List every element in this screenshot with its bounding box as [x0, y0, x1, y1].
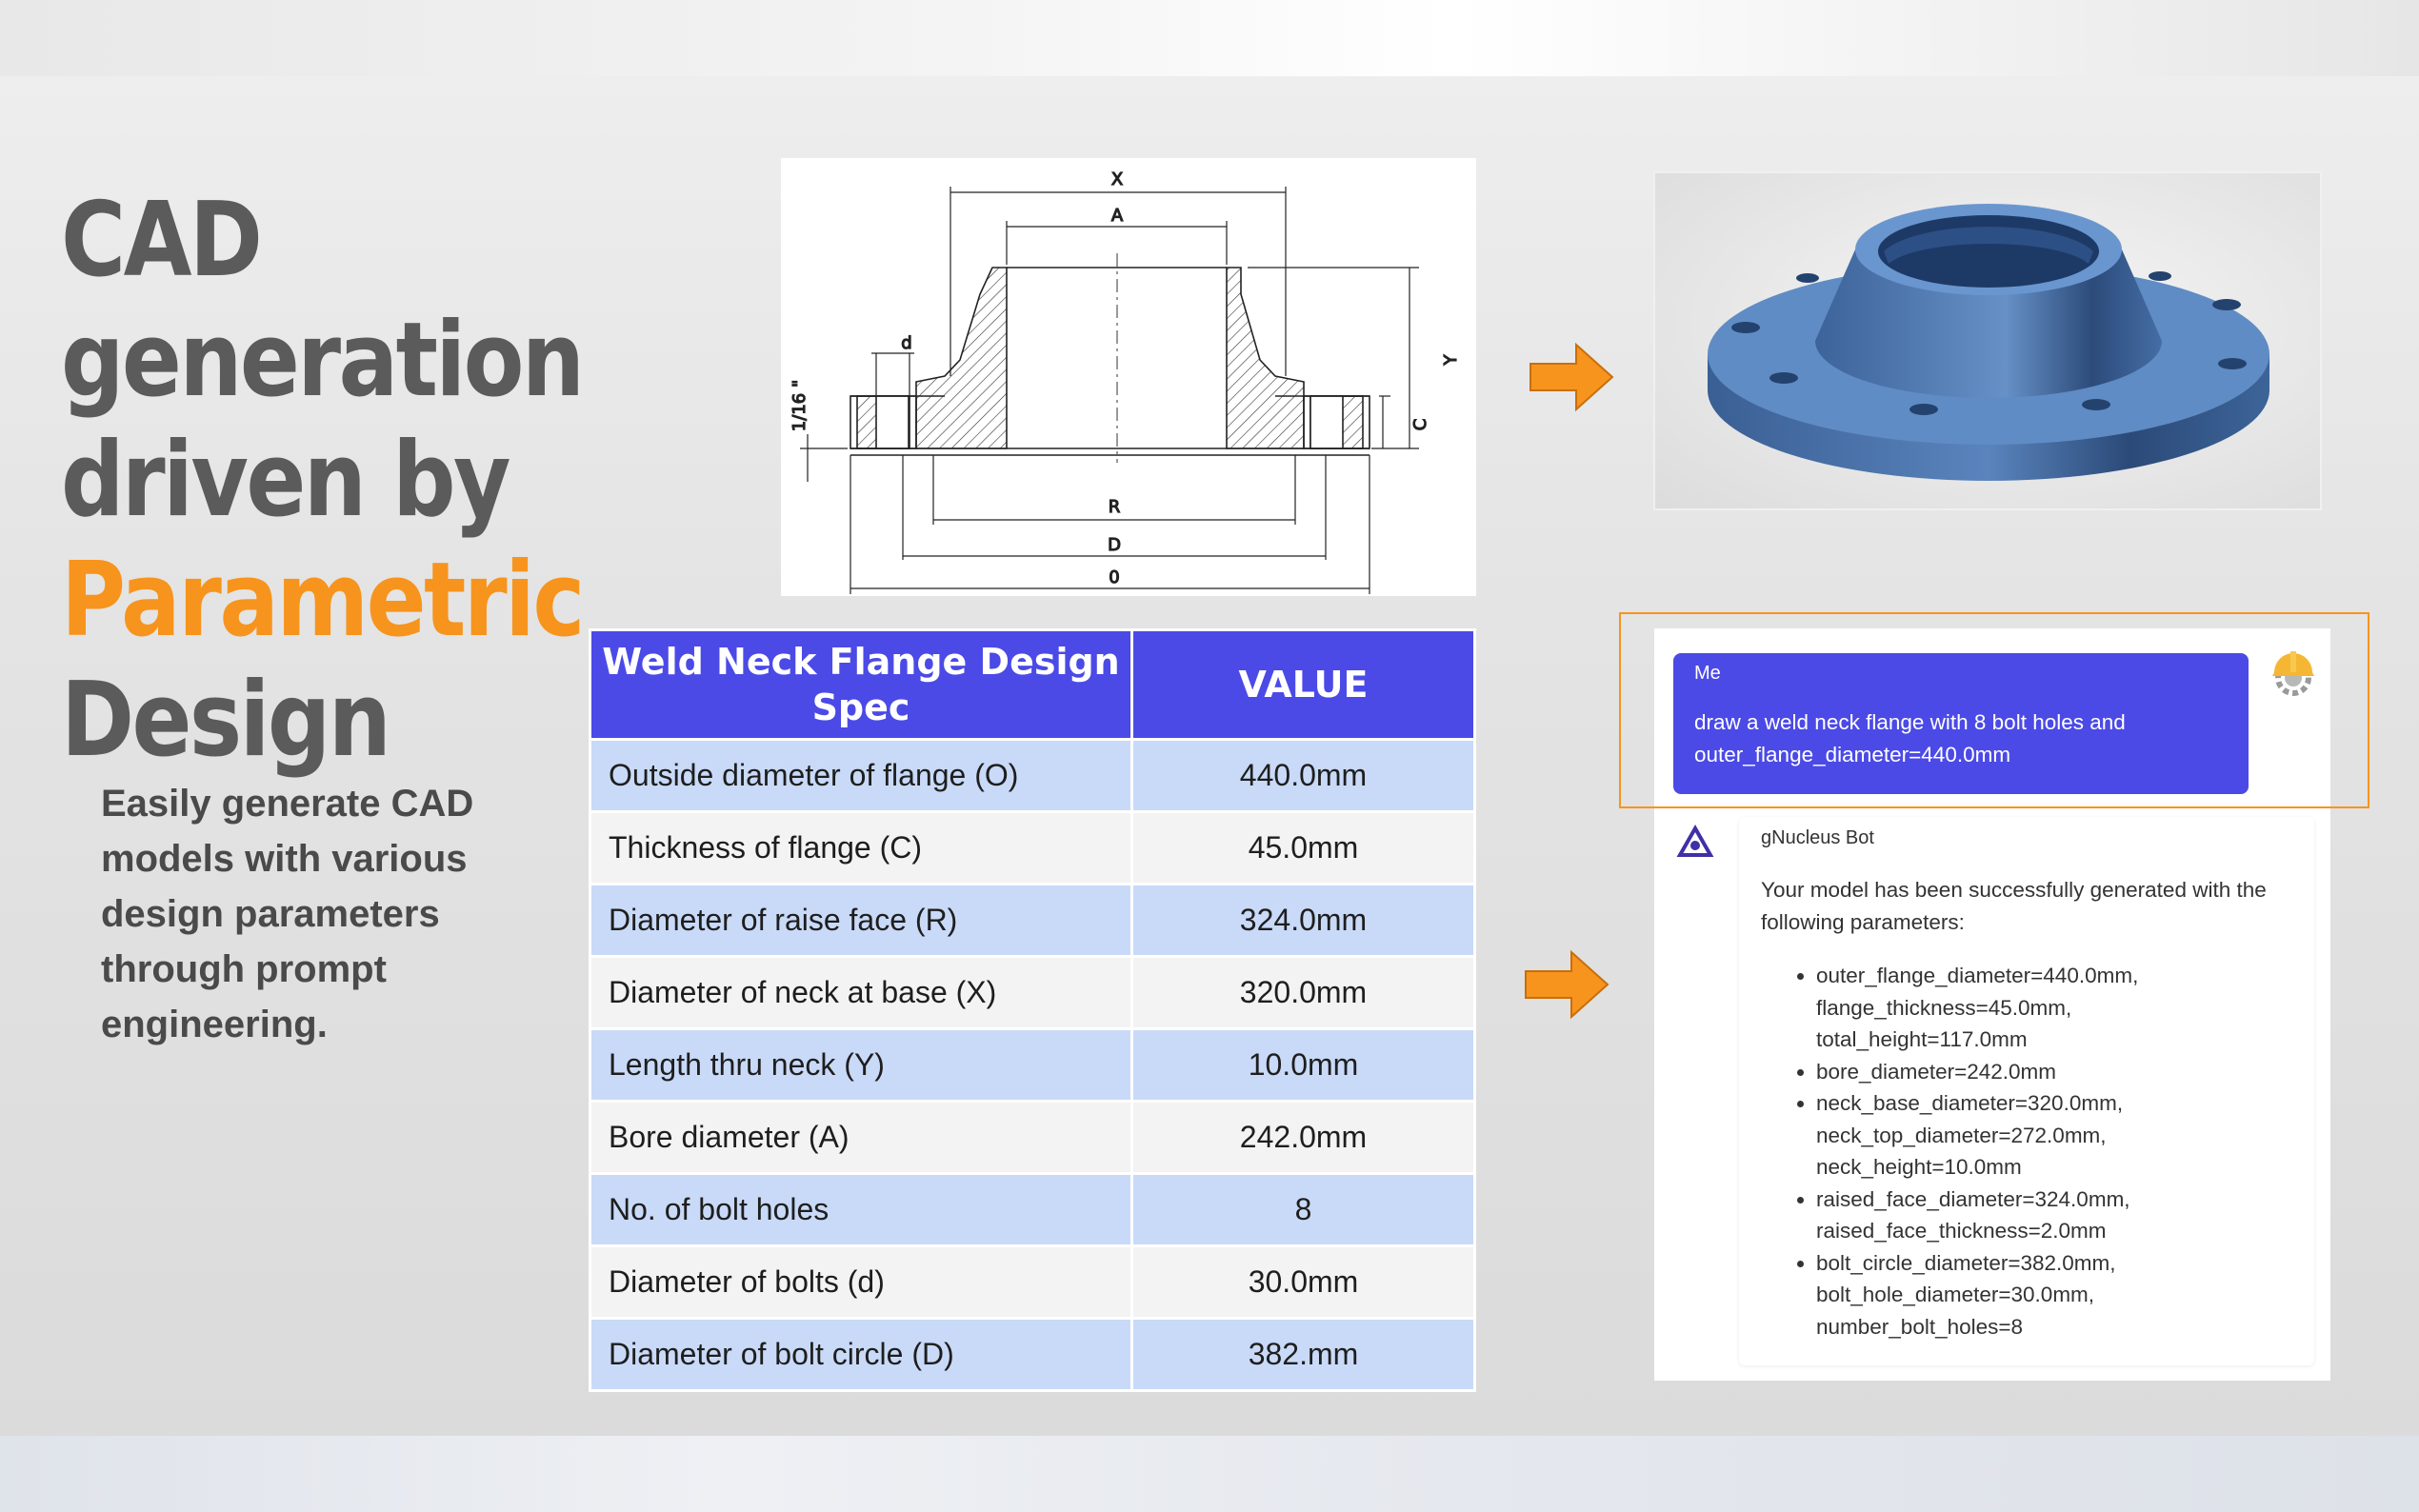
- dim-label-o: 0: [1109, 567, 1120, 587]
- bot-name: gNucleus Bot: [1761, 827, 1874, 848]
- table-row: [590, 740, 1475, 812]
- dim-label-a: A: [1110, 206, 1124, 226]
- table-row: [590, 1102, 1475, 1174]
- param-line: • bore_diameter=242.0mm: [1816, 1059, 2057, 1084]
- param-cell: Bore diameter (A): [590, 1102, 1132, 1174]
- dim-label-dbolt: D: [1108, 535, 1121, 555]
- param-line: neck_top_diameter=272.0mm,: [1816, 1123, 2107, 1147]
- list-item: [1816, 1184, 2349, 1247]
- spec-table-header: [590, 630, 1475, 740]
- value-cell: 324.0mm: [1132, 885, 1475, 957]
- value-cell: 45.0mm: [1132, 812, 1475, 885]
- value-cell: 320.0mm: [1132, 957, 1475, 1029]
- user-message-text: draw a weld neck flange with 8 bolt holes and outer_flange_diameter=440.0mm: [1694, 710, 2126, 766]
- param-line: • outer_flange_diameter=440.0mm,: [1816, 964, 2139, 987]
- param-cell: Outside diameter of flange (O): [590, 740, 1132, 812]
- param-line: flange_thickness=45.0mm,: [1816, 995, 2072, 1020]
- param-line: • raised_face_diameter=324.0mm,: [1816, 1186, 2130, 1211]
- param-line: number_bolt_holes=8: [1816, 1314, 2024, 1339]
- table-row: [590, 1319, 1475, 1391]
- arrow-right-icon: [1529, 339, 1614, 415]
- value-cell: 10.0mm: [1132, 1029, 1475, 1102]
- triangle-logo-icon: [1676, 825, 1714, 859]
- list-item: [1816, 1247, 2349, 1343]
- highlight-box: [1619, 612, 2369, 808]
- param-line: raised_face_thickness=2.0mm: [1816, 1219, 2107, 1243]
- param-cell: Diameter of raise face (R): [590, 885, 1132, 957]
- title-line-1: CAD generation: [61, 181, 583, 420]
- description: Easily generate CAD models with various design parameters through prompt engineering.: [101, 783, 474, 1045]
- bot-intro: Your model has been successfully generated with the following parameters:: [1761, 878, 2267, 934]
- table-row: [590, 812, 1475, 885]
- dim-label-c: C: [1410, 418, 1430, 431]
- param-line: • bolt_circle_diameter=382.0mm,: [1816, 1250, 2116, 1275]
- param-cell: No. of bolt holes: [590, 1174, 1132, 1246]
- param-cell: Diameter of bolt circle (D): [590, 1319, 1132, 1391]
- param-line: • neck_base_diameter=320.0mm,: [1816, 1091, 2124, 1115]
- list-item: [1816, 1056, 2349, 1088]
- param-cell: Diameter of neck at base (X): [590, 957, 1132, 1029]
- value-cell: 440.0mm: [1132, 740, 1475, 812]
- param-cell: Length thru neck (Y): [590, 1029, 1132, 1102]
- value-cell: 382.mm: [1132, 1319, 1475, 1391]
- title-accent: Parametric: [61, 541, 583, 660]
- param-cell: Thickness of flange (C): [590, 812, 1132, 885]
- header-param: Weld Neck Flange Design Spec: [590, 630, 1132, 740]
- bot-param-list: [1761, 960, 2349, 1343]
- top-band: [0, 0, 2419, 76]
- bottom-band: [0, 1436, 2419, 1512]
- arrow-right-icon: [1524, 946, 1609, 1023]
- dim-label-sixteenth: 1/16 ": [790, 379, 810, 432]
- page-title: [61, 181, 650, 781]
- hardhat-gear-icon[interactable]: [2267, 646, 2320, 699]
- value-cell: 242.0mm: [1132, 1102, 1475, 1174]
- flange-technical-drawing: [781, 158, 1476, 596]
- dim-label-d: d: [901, 333, 912, 353]
- title-line-2: driven by: [61, 421, 509, 540]
- param-line: bolt_hole_diameter=30.0mm,: [1816, 1283, 2095, 1306]
- list-item: [1816, 960, 2349, 1056]
- dim-label-x: X: [1110, 169, 1124, 189]
- dim-label-r: R: [1108, 497, 1121, 517]
- header-value: VALUE: [1132, 630, 1475, 740]
- flange-3d-render: [1653, 171, 2322, 510]
- dim-label-y: Y: [1441, 354, 1461, 366]
- spec-table: [589, 628, 1476, 1392]
- title-line-4: Design: [61, 661, 390, 780]
- table-row: [590, 1029, 1475, 1102]
- param-line: total_height=117.0mm: [1816, 1027, 2028, 1051]
- value-cell: 8: [1132, 1174, 1475, 1246]
- table-row: [590, 1174, 1475, 1246]
- param-line: neck_height=10.0mm: [1816, 1155, 2022, 1179]
- table-row: [590, 1246, 1475, 1319]
- list-item: [1816, 1087, 2349, 1184]
- param-cell: Diameter of bolts (d): [590, 1246, 1132, 1319]
- table-row: [590, 957, 1475, 1029]
- table-row: [590, 885, 1475, 957]
- value-cell: 30.0mm: [1132, 1246, 1475, 1319]
- user-name: Me: [1694, 663, 1721, 684]
